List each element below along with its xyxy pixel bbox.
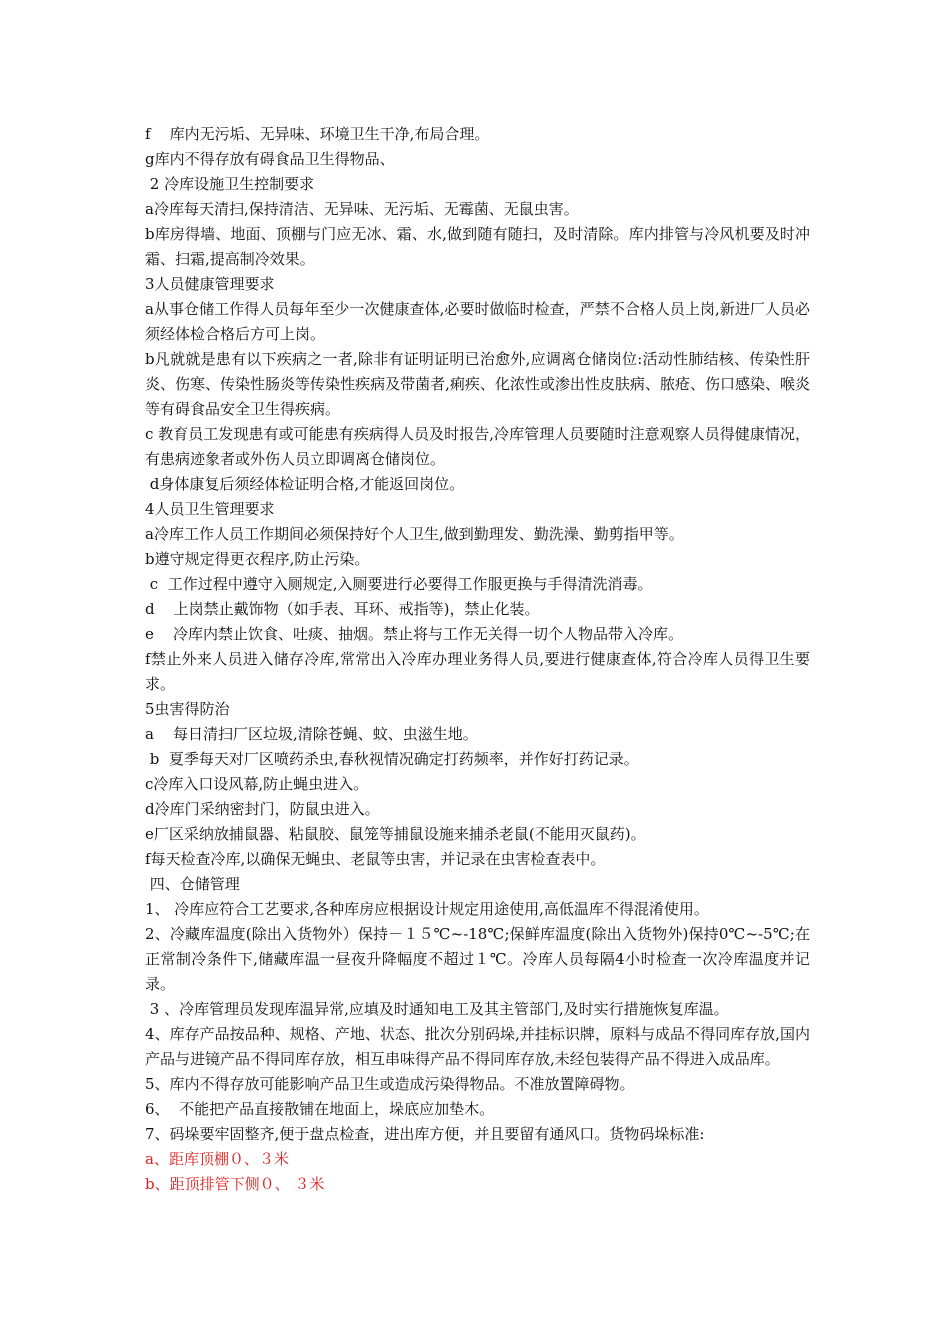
paragraph-4e-no-eating: e 冷库内禁止饮食、吐痰、抽烟。禁止将与工作无关得一切个人物品带入冷库。 — [145, 625, 683, 643]
heading-2-facility-hygiene: 2 冷库设施卫生控制要求 — [145, 175, 315, 193]
document-body — [145, 122, 810, 1197]
paragraph-3d-return-to-work: d身体康复后须经体检证明合格,才能返回岗位。 — [145, 475, 465, 493]
paragraph-5e-rodent-traps: e厂区采纳放捕鼠器、粘鼠胶、鼠笼等捕鼠设施来捕杀老鼠(不能用灭鼠药)。 — [145, 825, 646, 843]
heading-5-pest-control: 5虫害得防治 — [145, 700, 230, 718]
paragraph-storage-6: 6、 不能把产品直接散铺在地面上，垛底应加垫木。 — [145, 1100, 495, 1118]
paragraph-4d-no-jewelry: d 上岗禁止戴饰物（如手表、耳环、戒指等)，禁止化装。 — [145, 600, 540, 618]
paragraph-storage-4-stacking: 4、库存产品按品种、规格、产地、状态、批次分别码垛,并挂标识牌，原料与成品不得同库存放,国内产品与进镜产品不得同库存放，相互串味得产品不得同库存放,未经包装得产品不得进入成品库。 — [145, 1025, 810, 1068]
paragraph-4f-visitors: f禁止外来人员进入储存冷库,常常出入冷库办理业务得人员,要进行健康查体,符合冷库人员得卫生要求。 — [145, 650, 810, 693]
paragraph-g-no-harmful-items: g库内不得存放有碍食品卫生得物品、 — [145, 150, 395, 168]
paragraph-7b-pipe-distance: b、距顶排管下侧０、 ３米 — [145, 1175, 325, 1193]
paragraph-3c-report-illness: c 教育员工发现患有或可能患有疾病得人员及时报告,冷库管理人员要随时注意观察人员得健康情况，有患病迹象者或外伤人员立即调离仓储岗位。 — [145, 425, 810, 468]
paragraph-2b-frost-removal: b库房得墙、地面、顶棚与门应无冰、霜、水,做到随有随扫，及时清除。库内排管与冷风机要及时冲霜、扫霜,提高制冷效果。 — [145, 225, 810, 268]
paragraph-storage-1: 1、 冷库应符合工艺要求,各种库房应根据设计规定用途使用,高低温库不得混淆使用。 — [145, 900, 709, 918]
heading-3-health-management: 3人员健康管理要求 — [145, 275, 275, 293]
paragraph-storage-3: 3 、冷库管理员发现库温异常,应填及时通知电工及其主管部门,及时实行措施恢复库温。 — [145, 1000, 729, 1018]
paragraph-storage-5: 5、库内不得存放可能影响产品卫生或造成污染得物品。不准放置障碍物。 — [145, 1075, 635, 1093]
heading-4-personal-hygiene: 4人员卫生管理要求 — [145, 500, 275, 518]
paragraph-7a-ceiling-distance: a、距库顶棚０、３米 — [145, 1150, 289, 1168]
paragraph-5a-garbage: a 每日清扫厂区垃圾,清除苍蝇、蚊、虫滋生地。 — [145, 725, 478, 743]
paragraph-4c-restroom-rules: c 工作过程中遵守入厕规定,入厕要进行必要得工作服更换与手得清洗消毒。 — [145, 575, 653, 593]
paragraph-3b-disease-exclusion: b凡就就是患有以下疾病之一者,除非有证明证明已治愈外,应调离仓储岗位:活动性肺结核、传染性肝炎、伤寒、传染性肠炎等传染性疾病及带菌者,痢疾、化浓性或渗出性皮肤病、脓疮、伤口感染、喉炎等有碍食品安全卫生得疾病。 — [145, 350, 810, 418]
paragraph-4b-changing-procedure: b遵守规定得更衣程序,防止污染。 — [145, 550, 370, 568]
paragraph-storage-2-temperature: 2、冷藏库温度(除出入货物外）保持－１５℃~-18℃;保鲜库温度(除出入货物外)保持0℃~-5℃;在正常制冷条件下,储藏库温一昼夜升降幅度不超过１℃。冷库人员每隔4小时检查一次冷库温度并记录。 — [145, 925, 810, 993]
paragraph-5c-air-curtain: c冷库入口设风幕,防止蝇虫进入。 — [145, 775, 369, 793]
paragraph-2a-daily-cleaning: a冷库每天清扫,保持清洁、无异味、无污垢、无霉菌、无鼠虫害。 — [145, 200, 579, 218]
heading-four-storage-management: 四、仓储管理 — [145, 875, 240, 893]
paragraph-storage-7: 7、码垛要牢固整齐,便于盘点检查，进出库方便，并且要留有通风口。货物码垛标准: — [145, 1125, 705, 1143]
paragraph-5d-sealed-door: d冷库门采纳密封门，防鼠虫进入。 — [145, 800, 380, 818]
paragraph-4a-personal-hygiene: a冷库工作人员工作期间必须保持好个人卫生,做到勤理发、勤洗澡、勤剪指甲等。 — [145, 525, 684, 543]
paragraph-f-storage-clean: f 库内无污垢、无异味、环境卫生干净,布局合理。 — [145, 125, 490, 143]
paragraph-3a-annual-checkup: a从事仓储工作得人员每年至少一次健康查体,必要时做临时检查，严禁不合格人员上岗,新进厂人员必须经体检合格后方可上岗。 — [145, 300, 810, 343]
paragraph-5b-spraying: b 夏季每天对厂区喷药杀虫,春秋视情况确定打药频率，并作好打药记录。 — [145, 750, 639, 768]
paragraph-5f-daily-inspection: f每天检查冷库,以确保无蝇虫、老鼠等虫害，并记录在虫害检查表中。 — [145, 850, 606, 868]
